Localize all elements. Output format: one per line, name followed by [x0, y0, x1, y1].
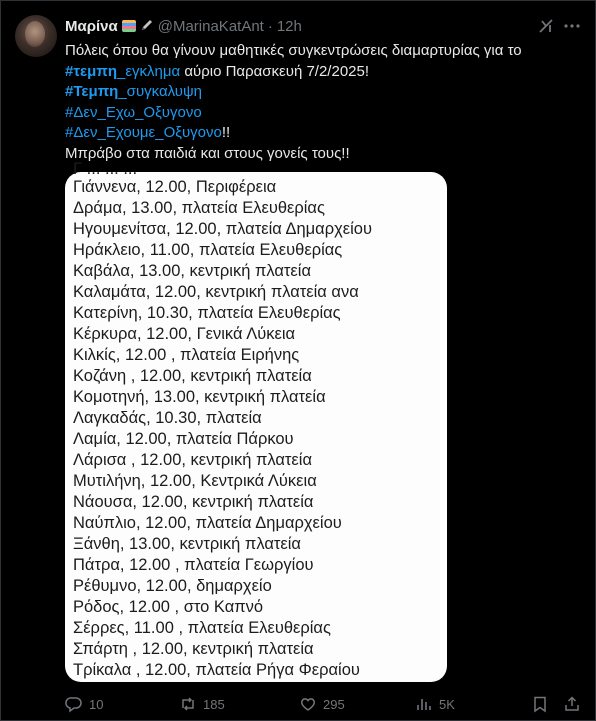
image-text-row: Νάουσα, 12.00, κεντρική πλατεία — [73, 493, 314, 511]
image-text-row: Κιλκίς, 12.00 , πλατεία Ειρήνης — [73, 346, 300, 364]
grok-icon[interactable] — [537, 17, 555, 35]
tweet-text-line: #Δεν_Εχουμε_Οξυγονο!! — [65, 124, 231, 141]
bookmark-button[interactable] — [531, 694, 549, 714]
image-text-row: Ξάνθη, 13.00, κεντρική πλατεία — [73, 535, 301, 553]
more-options-icon[interactable] — [563, 17, 581, 35]
like-count: 295 — [323, 696, 345, 712]
views-button[interactable] — [415, 694, 455, 714]
image-text-row: Κέρκυρα, 12.00, Γενικά Λύκεια — [73, 325, 296, 343]
tweet-text-line — [65, 82, 579, 103]
tweet-actions — [65, 694, 581, 714]
hashtag-link[interactable]: #τεμπη_εγκλημα — [65, 62, 181, 80]
image-text-row: Ρόδος, 12.00 , στο Καπνό — [73, 598, 264, 616]
tweet-text — [65, 41, 579, 164]
views-count: 5K — [439, 696, 455, 712]
image-text-row: Γιάννενα, 12.00, Περιφέρεια — [73, 178, 277, 196]
image-text-row: Σπάρτη , 12.00, κεντρική πλατεία — [73, 640, 314, 658]
share-button[interactable] — [563, 694, 581, 714]
image-text-row: Ναύπλιο, 12.00, πλατεία Δημαρχείου — [73, 514, 342, 532]
image-text-row: Ηράκλειο, 11.00, πλατεία Ελευθερίας — [73, 241, 343, 259]
tweet-header — [65, 15, 581, 37]
tweet-text-line — [65, 103, 579, 124]
image-text-row: Τρίκαλα , 12.00, πλατεία Ρήγα Φεραίου — [73, 661, 360, 679]
image-text-row: Λαμία, 12.00, πλατεία Πάρκου — [73, 430, 294, 448]
hashtag-link[interactable]: #Τεμπη_συγκαλυψη — [65, 83, 203, 100]
attached-image[interactable] — [65, 160, 447, 682]
tweet-text-line: Πόλεις όπου θα γίνουν μαθητικές συγκεντρώσεις διαμαρτυρίας για το — [65, 42, 522, 59]
like-button[interactable] — [299, 694, 345, 714]
image-text-row: Ηγουμενίτσα, 12.00, πλατεία Δημαρχείου — [73, 220, 372, 238]
user-handle[interactable]: @MarinaKatAnt — [157, 17, 264, 35]
image-text-row: Ρέθυμνο, 12.00, δημαρχείο — [73, 577, 272, 595]
retweet-icon — [179, 695, 197, 713]
reply-count: 10 — [89, 696, 104, 712]
image-text-row: Κομοτηνή, 13.00, κεντρική πλατεία — [73, 388, 326, 406]
image-text-row: Σέρρες, 11.00 , πλατεία Ελευθερίας — [73, 619, 331, 637]
display-name[interactable]: Μαρίνα — [65, 17, 118, 35]
retweet-button[interactable] — [179, 694, 225, 714]
views-icon — [415, 695, 433, 713]
separator-dot: · — [267, 17, 273, 35]
image-cut-line: Γ ... ... ... — [73, 160, 138, 178]
pen-emoji — [140, 18, 154, 35]
reply-button[interactable] — [65, 694, 103, 714]
hashtag-link[interactable]: #Δεν_Εχω_Οξυγονο — [65, 103, 202, 121]
image-text-row: Καλαμάτα, 12.00, κεντρική πλατεία ανα — [73, 283, 359, 301]
avatar[interactable] — [15, 15, 57, 57]
tweet-text-line: Μπράβο στα παιδιά και στους γονείς τους!! — [65, 144, 350, 162]
reply-icon — [65, 695, 83, 713]
books-emoji — [122, 20, 136, 32]
image-text-row: Πάτρα, 12.00 , πλατεία Γεωργίου — [73, 556, 314, 574]
image-text-row: Δράμα, 13.00, πλατεία Ελευθερίας — [73, 199, 325, 217]
image-text-row: Λαγκαδάς, 10.30, πλατεία — [73, 409, 262, 427]
image-text-row: Καβάλα, 13.00, κεντρική πλατεία — [73, 262, 311, 280]
share-icon — [563, 695, 581, 713]
retweet-count: 185 — [203, 696, 225, 712]
image-text-row: Λάρισα , 12.00, κεντρική πλατεία — [73, 451, 312, 469]
image-text-row: Κατερίνη, 10.30, πλατεία Ελευθερίας — [73, 304, 341, 322]
image-text-row: Μυτιλήνη, 12.00, Κεντρικά Λύκεια — [73, 472, 317, 490]
bookmark-icon — [531, 695, 549, 713]
timestamp[interactable]: 12h — [276, 17, 302, 35]
tweet-text-line: #τεμπη_εγκλημα αύριο Παρασκευή 7/2/2025! — [65, 62, 370, 80]
hashtag-link[interactable]: #Δεν_Εχουμε_Οξυγονο — [65, 124, 222, 141]
image-text-row: Κοζάνη , 12.00, κεντρική πλατεία — [73, 367, 312, 385]
heart-icon — [299, 695, 317, 713]
